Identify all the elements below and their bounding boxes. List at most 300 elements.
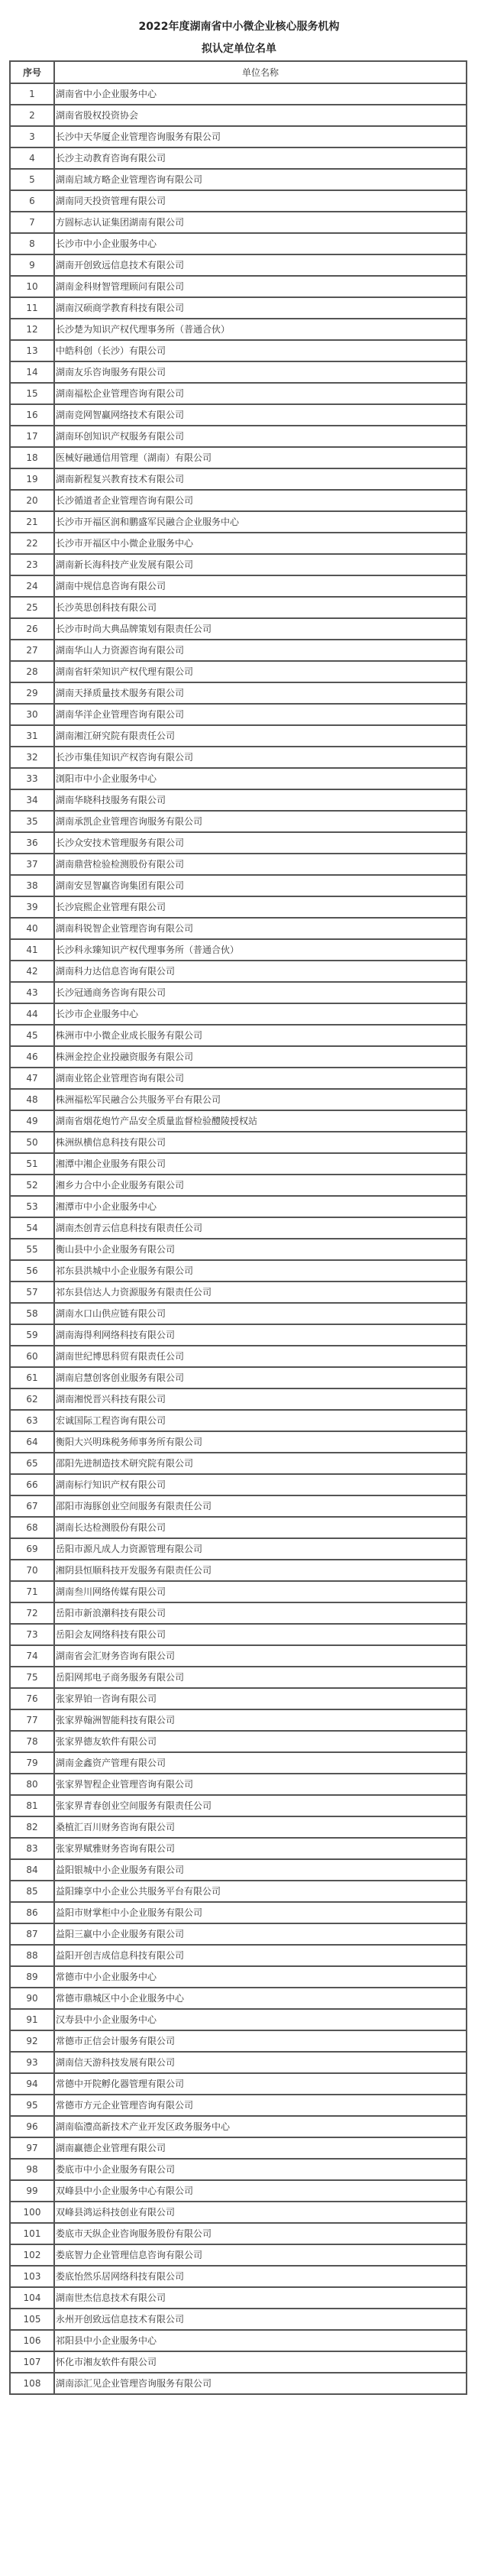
row-number: 75 — [10, 1667, 54, 1688]
row-number: 20 — [10, 490, 54, 511]
row-number: 6 — [10, 190, 54, 212]
table-row — [10, 1709, 467, 1731]
table-row — [10, 1881, 467, 1902]
row-number: 87 — [10, 1923, 54, 1945]
row-number: 59 — [10, 1324, 54, 1346]
table-row — [10, 1132, 467, 1153]
row-number: 39 — [10, 896, 54, 918]
row-number: 60 — [10, 1346, 54, 1367]
row-number: 71 — [10, 1581, 54, 1602]
organization-name: 长沙宸熙企业管理有限公司 — [54, 896, 467, 918]
organization-name: 湖南海得利网络科技有限公司 — [54, 1324, 467, 1346]
row-number: 11 — [10, 297, 54, 319]
organization-name: 桑植汇百川财务咨询有限公司 — [54, 1816, 467, 1838]
row-number: 43 — [10, 982, 54, 1003]
row-number: 74 — [10, 1645, 54, 1667]
table-row — [10, 404, 467, 426]
row-number: 98 — [10, 2159, 54, 2180]
organization-name: 长沙中天华厦企业管理咨询服务有限公司 — [54, 126, 467, 147]
table-row — [10, 1388, 467, 1410]
table-row — [10, 1346, 467, 1367]
row-number: 51 — [10, 1153, 54, 1175]
table-row — [10, 554, 467, 575]
organization-name: 浏阳市中小企业服务中心 — [54, 768, 467, 789]
organization-name: 湖南华洋企业管理咨询有限公司 — [54, 704, 467, 725]
organization-name: 湖南金鑫资产管理有限公司 — [54, 1752, 467, 1774]
organization-name: 湖南竞网智赢网络技术有限公司 — [54, 404, 467, 426]
organization-name: 娄底市天纵企业咨询服务股份有限公司 — [54, 2223, 467, 2244]
row-number: 49 — [10, 1110, 54, 1132]
organization-name: 湖南标行知识产权有限公司 — [54, 1474, 467, 1495]
table-row — [10, 1752, 467, 1774]
table-row — [10, 1581, 467, 1602]
table-row — [10, 426, 467, 447]
row-number: 1 — [10, 83, 54, 105]
table-row — [10, 2073, 467, 2095]
table-row — [10, 1239, 467, 1260]
row-number: 12 — [10, 319, 54, 340]
table-row — [10, 1902, 467, 1923]
row-number: 30 — [10, 704, 54, 725]
organization-name: 岳阳会友网络科技有限公司 — [54, 1624, 467, 1645]
row-number: 8 — [10, 233, 54, 254]
organization-name: 湖南湘悦晋兴科技有限公司 — [54, 1388, 467, 1410]
row-number: 100 — [10, 2202, 54, 2223]
table-row — [10, 1624, 467, 1645]
row-number: 32 — [10, 747, 54, 768]
row-number: 18 — [10, 447, 54, 468]
organization-name: 湖南临澧高新技术产业开发区政务服务中心 — [54, 2116, 467, 2137]
organization-name: 衡阳大兴明珠税务师事务所有限公司 — [54, 1431, 467, 1453]
row-number: 46 — [10, 1046, 54, 1068]
table-row — [10, 1859, 467, 1881]
row-number: 107 — [10, 2351, 54, 2373]
table-row — [10, 1046, 467, 1068]
organization-name: 汉寿县中小企业服务中心 — [54, 2009, 467, 2030]
row-number: 65 — [10, 1453, 54, 1474]
organization-name: 湖南福松企业管理咨询有限公司 — [54, 383, 467, 404]
organization-name: 湖南杰创青云信息科技有限责任公司 — [54, 1217, 467, 1239]
row-number: 45 — [10, 1025, 54, 1046]
row-number: 40 — [10, 918, 54, 939]
row-number: 80 — [10, 1774, 54, 1795]
organization-name: 湖南信天游科技发展有限公司 — [54, 2052, 467, 2073]
organization-name: 湖南业铭企业管理咨询有限公司 — [54, 1068, 467, 1089]
table-row — [10, 83, 467, 105]
table-row — [10, 832, 467, 854]
organization-name: 宏诚国际工程咨询有限公司 — [54, 1410, 467, 1431]
organization-name: 张家界赋雅财务咨询有限公司 — [54, 1838, 467, 1859]
row-number: 37 — [10, 854, 54, 875]
organization-name: 娄底怡然乐居网络科技有限公司 — [54, 2266, 467, 2287]
table-row — [10, 1538, 467, 1560]
table-row — [10, 1260, 467, 1282]
row-number: 105 — [10, 2309, 54, 2330]
row-number: 64 — [10, 1431, 54, 1453]
row-number: 38 — [10, 875, 54, 896]
table-row — [10, 2095, 467, 2116]
organization-name: 益阳银城中小企业服务有限公司 — [54, 1859, 467, 1881]
table-row — [10, 725, 467, 747]
row-number: 106 — [10, 2330, 54, 2351]
column-header-name: 单位名称 — [54, 61, 467, 83]
table-row — [10, 1453, 467, 1474]
table-row — [10, 254, 467, 276]
table-row — [10, 361, 467, 383]
organization-name: 湖南省会汇财务咨询有限公司 — [54, 1645, 467, 1667]
organization-name: 中皓科创（长沙）有限公司 — [54, 340, 467, 361]
organization-name: 长沙众安技术管理服务有限公司 — [54, 832, 467, 854]
table-row — [10, 1966, 467, 1988]
row-number: 56 — [10, 1260, 54, 1282]
table-row — [10, 1089, 467, 1110]
row-number: 10 — [10, 276, 54, 297]
row-number: 70 — [10, 1560, 54, 1581]
row-number: 15 — [10, 383, 54, 404]
table-row — [10, 854, 467, 875]
organization-name: 长沙循道者企业管理咨询有限公司 — [54, 490, 467, 511]
organization-name: 娄底智力企业管理信息咨询有限公司 — [54, 2244, 467, 2266]
table-row — [10, 747, 467, 768]
organization-name: 株洲纵横信息科技有限公司 — [54, 1132, 467, 1153]
row-number: 78 — [10, 1731, 54, 1752]
table-row — [10, 1945, 467, 1966]
table-row — [10, 2266, 467, 2287]
organization-name: 株洲金控企业投融资服务有限公司 — [54, 1046, 467, 1068]
organization-name: 岳阳网邦电子商务服务有限公司 — [54, 1667, 467, 1688]
row-number: 86 — [10, 1902, 54, 1923]
organization-name: 湖南水口山供应链有限公司 — [54, 1303, 467, 1324]
row-number: 93 — [10, 2052, 54, 2073]
table-row — [10, 682, 467, 704]
row-number: 90 — [10, 1988, 54, 2009]
organization-name: 衡山县中小企业服务有限公司 — [54, 1239, 467, 1260]
row-number: 2 — [10, 105, 54, 126]
row-number: 42 — [10, 961, 54, 982]
row-number: 89 — [10, 1966, 54, 1988]
row-number: 102 — [10, 2244, 54, 2266]
row-number: 27 — [10, 640, 54, 661]
table-row — [10, 1816, 467, 1838]
organization-name: 湖南汉硕商学教育科技有限公司 — [54, 297, 467, 319]
document-subtitle: 拟认定单位名单 — [202, 43, 276, 55]
row-number: 63 — [10, 1410, 54, 1431]
table-row — [10, 2159, 467, 2180]
document-title: 2022年度湖南省中小微企业核心服务机构 — [138, 21, 340, 33]
row-number: 84 — [10, 1859, 54, 1881]
table-body — [10, 83, 467, 2394]
table-row — [10, 2330, 467, 2351]
row-number: 55 — [10, 1239, 54, 1260]
table-row — [10, 961, 467, 982]
row-number: 73 — [10, 1624, 54, 1645]
organization-list-table — [9, 60, 467, 2395]
row-number: 68 — [10, 1517, 54, 1538]
organization-name: 湖南中规信息咨询有限公司 — [54, 575, 467, 597]
organization-name: 益阳市财掌柜中小企业服务有限公司 — [54, 1902, 467, 1923]
organization-name: 张家界翰洲智能科技有限公司 — [54, 1709, 467, 1731]
row-number: 14 — [10, 361, 54, 383]
organization-name: 张家界德友软件有限公司 — [54, 1731, 467, 1752]
table-row — [10, 2009, 467, 2030]
organization-name: 常德市方元企业管理咨询有限公司 — [54, 2095, 467, 2116]
row-number: 21 — [10, 511, 54, 533]
row-number: 101 — [10, 2223, 54, 2244]
row-number: 4 — [10, 147, 54, 169]
organization-name: 常德中开院孵化器管理有限公司 — [54, 2073, 467, 2095]
row-number: 95 — [10, 2095, 54, 2116]
organization-name: 湖南省中小企业服务中心 — [54, 83, 467, 105]
table-row — [10, 575, 467, 597]
table-row — [10, 1068, 467, 1089]
table-row — [10, 233, 467, 254]
table-row — [10, 126, 467, 147]
table-row — [10, 1175, 467, 1196]
organization-name: 长沙楚为知识产权代理事务所（普通合伙） — [54, 319, 467, 340]
row-number: 92 — [10, 2030, 54, 2052]
table-row — [10, 1667, 467, 1688]
row-number: 16 — [10, 404, 54, 426]
table-header-row — [10, 61, 467, 83]
organization-name: 湖南添汇见企业管理咨询服务有限公司 — [54, 2373, 467, 2394]
table-row — [10, 212, 467, 233]
row-number: 7 — [10, 212, 54, 233]
table-row — [10, 1474, 467, 1495]
table-row — [10, 939, 467, 961]
table-row — [10, 1303, 467, 1324]
organization-name: 湖南世杰信息技术有限公司 — [54, 2287, 467, 2309]
table-row — [10, 789, 467, 811]
row-number: 83 — [10, 1838, 54, 1859]
row-number: 103 — [10, 2266, 54, 2287]
table-row — [10, 2030, 467, 2052]
row-number: 25 — [10, 597, 54, 618]
organization-name: 湖南同天投资管理有限公司 — [54, 190, 467, 212]
row-number: 31 — [10, 725, 54, 747]
organization-name: 株洲市中小微企业成长服务有限公司 — [54, 1025, 467, 1046]
row-number: 94 — [10, 2073, 54, 2095]
table-row — [10, 811, 467, 832]
table-row — [10, 2202, 467, 2223]
row-number: 3 — [10, 126, 54, 147]
table-row — [10, 511, 467, 533]
table-row — [10, 1602, 467, 1624]
organization-name: 湖南省烟花炮竹产品安全质量监督检验醴陵授权站 — [54, 1110, 467, 1132]
row-number: 41 — [10, 939, 54, 961]
table-row — [10, 2309, 467, 2330]
row-number: 36 — [10, 832, 54, 854]
table-row — [10, 1003, 467, 1025]
organization-name: 湖南湘江研究院有限责任公司 — [54, 725, 467, 747]
table-row — [10, 2287, 467, 2309]
organization-name: 长沙科永臻知识产权代理事务所（普通合伙） — [54, 939, 467, 961]
row-number: 44 — [10, 1003, 54, 1025]
organization-name: 湖南启域方略企业管理咨询有限公司 — [54, 169, 467, 190]
table-row — [10, 1367, 467, 1388]
row-number: 97 — [10, 2137, 54, 2159]
table-row — [10, 918, 467, 939]
row-number: 82 — [10, 1816, 54, 1838]
organization-name: 湖南华晓科技服务有限公司 — [54, 789, 467, 811]
table-row — [10, 1517, 467, 1538]
organization-name: 岳阳市新浪潮科技有限公司 — [54, 1602, 467, 1624]
organization-name: 湖南省股权投资协会 — [54, 105, 467, 126]
organization-name: 湖南省轩荣知识产权代理有限公司 — [54, 661, 467, 682]
organization-name: 湖南科锐智企业管理咨询有限公司 — [54, 918, 467, 939]
table-row — [10, 1838, 467, 1859]
table-row — [10, 661, 467, 682]
table-row — [10, 896, 467, 918]
organization-name: 湖南友乐咨询服务有限公司 — [54, 361, 467, 383]
table-row — [10, 1560, 467, 1581]
table-row — [10, 2244, 467, 2266]
table-row — [10, 704, 467, 725]
organization-name: 长沙英思创科技有限公司 — [54, 597, 467, 618]
organization-name: 湖南金科财智管理顾问有限公司 — [54, 276, 467, 297]
column-header-number: 序号 — [10, 61, 54, 83]
organization-name: 湖南开创致远信息技术有限公司 — [54, 254, 467, 276]
row-number: 77 — [10, 1709, 54, 1731]
row-number: 88 — [10, 1945, 54, 1966]
row-number: 99 — [10, 2180, 54, 2202]
row-number: 79 — [10, 1752, 54, 1774]
row-number: 66 — [10, 1474, 54, 1495]
table-row — [10, 1025, 467, 1046]
organization-name: 祁阳县中小企业服务中心 — [54, 2330, 467, 2351]
organization-name: 张家界青春创业空间服务有限责任公司 — [54, 1795, 467, 1816]
table-row — [10, 982, 467, 1003]
table-row — [10, 1431, 467, 1453]
row-number: 72 — [10, 1602, 54, 1624]
organization-name: 湖南科力达信息咨询有限公司 — [54, 961, 467, 982]
organization-name: 湖南鼎营检验检测股份有限公司 — [54, 854, 467, 875]
table-row — [10, 1645, 467, 1667]
row-number: 24 — [10, 575, 54, 597]
row-number: 34 — [10, 789, 54, 811]
organization-name: 长沙市企业服务中心 — [54, 1003, 467, 1025]
table-row — [10, 1731, 467, 1752]
organization-name: 湘潭市中小企业服务中心 — [54, 1196, 467, 1217]
table-row — [10, 468, 467, 490]
row-number: 54 — [10, 1217, 54, 1239]
table-row — [10, 2180, 467, 2202]
row-number: 5 — [10, 169, 54, 190]
organization-name: 娄底市中小企业服务有限公司 — [54, 2159, 467, 2180]
table-row — [10, 1410, 467, 1431]
organization-name: 湘乡力合中小企业服务有限公司 — [54, 1175, 467, 1196]
row-number: 67 — [10, 1495, 54, 1517]
table-row — [10, 1774, 467, 1795]
organization-name: 长沙市开福区中小微企业服务中心 — [54, 533, 467, 554]
organization-name: 祁东县信达人力资源服务有限责任公司 — [54, 1282, 467, 1303]
organization-name: 张家界铂一咨询有限公司 — [54, 1688, 467, 1709]
organization-name: 张家界智程企业管理咨询有限公司 — [54, 1774, 467, 1795]
row-number: 26 — [10, 618, 54, 640]
table-row — [10, 340, 467, 361]
organization-name: 湖南新程复兴教育技术有限公司 — [54, 468, 467, 490]
table-row — [10, 105, 467, 126]
organization-name: 常德市鼎城区中小企业服务中心 — [54, 1988, 467, 2009]
table-row — [10, 447, 467, 468]
organization-name: 益阳开创吉成信息科技有限公司 — [54, 1945, 467, 1966]
table-row — [10, 319, 467, 340]
table-row — [10, 297, 467, 319]
organization-name: 湘潭中湘企业服务有限公司 — [54, 1153, 467, 1175]
row-number: 33 — [10, 768, 54, 789]
table-row — [10, 1923, 467, 1945]
row-number: 9 — [10, 254, 54, 276]
table-row — [10, 490, 467, 511]
organization-name: 湖南新长海科技产业发展有限公司 — [54, 554, 467, 575]
table-row — [10, 533, 467, 554]
table-row — [10, 640, 467, 661]
organization-name: 湖南华山人力资源咨询有限公司 — [54, 640, 467, 661]
row-number: 85 — [10, 1881, 54, 1902]
row-number: 108 — [10, 2373, 54, 2394]
table-row — [10, 1196, 467, 1217]
organization-name: 岳阳市源凡成人力资源管理有限公司 — [54, 1538, 467, 1560]
table-row — [10, 1795, 467, 1816]
table-row — [10, 169, 467, 190]
table-row — [10, 190, 467, 212]
organization-name: 医械好融通信用管理（湖南）有限公司 — [54, 447, 467, 468]
table-row — [10, 1282, 467, 1303]
row-number: 28 — [10, 661, 54, 682]
organization-name: 湖南长达检测股份有限公司 — [54, 1517, 467, 1538]
organization-name: 方圆标志认证集团湖南有限公司 — [54, 212, 467, 233]
organization-name: 株洲福松军民融合公共服务平台有限公司 — [54, 1089, 467, 1110]
row-number: 61 — [10, 1367, 54, 1388]
row-number: 96 — [10, 2116, 54, 2137]
organization-name: 常德市中小企业服务中心 — [54, 1966, 467, 1988]
organization-name: 湖南世纪博思科贸有限责任公司 — [54, 1346, 467, 1367]
row-number: 57 — [10, 1282, 54, 1303]
row-number: 48 — [10, 1089, 54, 1110]
table-row — [10, 2373, 467, 2394]
row-number: 13 — [10, 340, 54, 361]
table-row — [10, 875, 467, 896]
organization-name: 湖南环创知识产权服务有限公司 — [54, 426, 467, 447]
row-number: 22 — [10, 533, 54, 554]
row-number: 76 — [10, 1688, 54, 1709]
organization-name: 湖南启慧创客创业服务有限公司 — [54, 1367, 467, 1388]
table-row — [10, 2116, 467, 2137]
table-row — [10, 768, 467, 789]
row-number: 23 — [10, 554, 54, 575]
table-row — [10, 1988, 467, 2009]
row-number: 52 — [10, 1175, 54, 1196]
row-number: 35 — [10, 811, 54, 832]
organization-name: 邵阳先进制造技术研究院有限公司 — [54, 1453, 467, 1474]
row-number: 29 — [10, 682, 54, 704]
table-row — [10, 147, 467, 169]
row-number: 19 — [10, 468, 54, 490]
organization-name: 长沙市中小企业服务中心 — [54, 233, 467, 254]
row-number: 69 — [10, 1538, 54, 1560]
table-row — [10, 2351, 467, 2373]
organization-name: 长沙市集佳知识产权咨询有限公司 — [54, 747, 467, 768]
table-row — [10, 1217, 467, 1239]
organization-name: 祁东县洪城中小企业服务有限公司 — [54, 1260, 467, 1282]
table-row — [10, 618, 467, 640]
row-number: 104 — [10, 2287, 54, 2309]
table-row — [10, 383, 467, 404]
table-row — [10, 2137, 467, 2159]
table-row — [10, 276, 467, 297]
organization-name: 长沙主动教育咨询有限公司 — [54, 147, 467, 169]
row-number: 47 — [10, 1068, 54, 1089]
table-row — [10, 2223, 467, 2244]
